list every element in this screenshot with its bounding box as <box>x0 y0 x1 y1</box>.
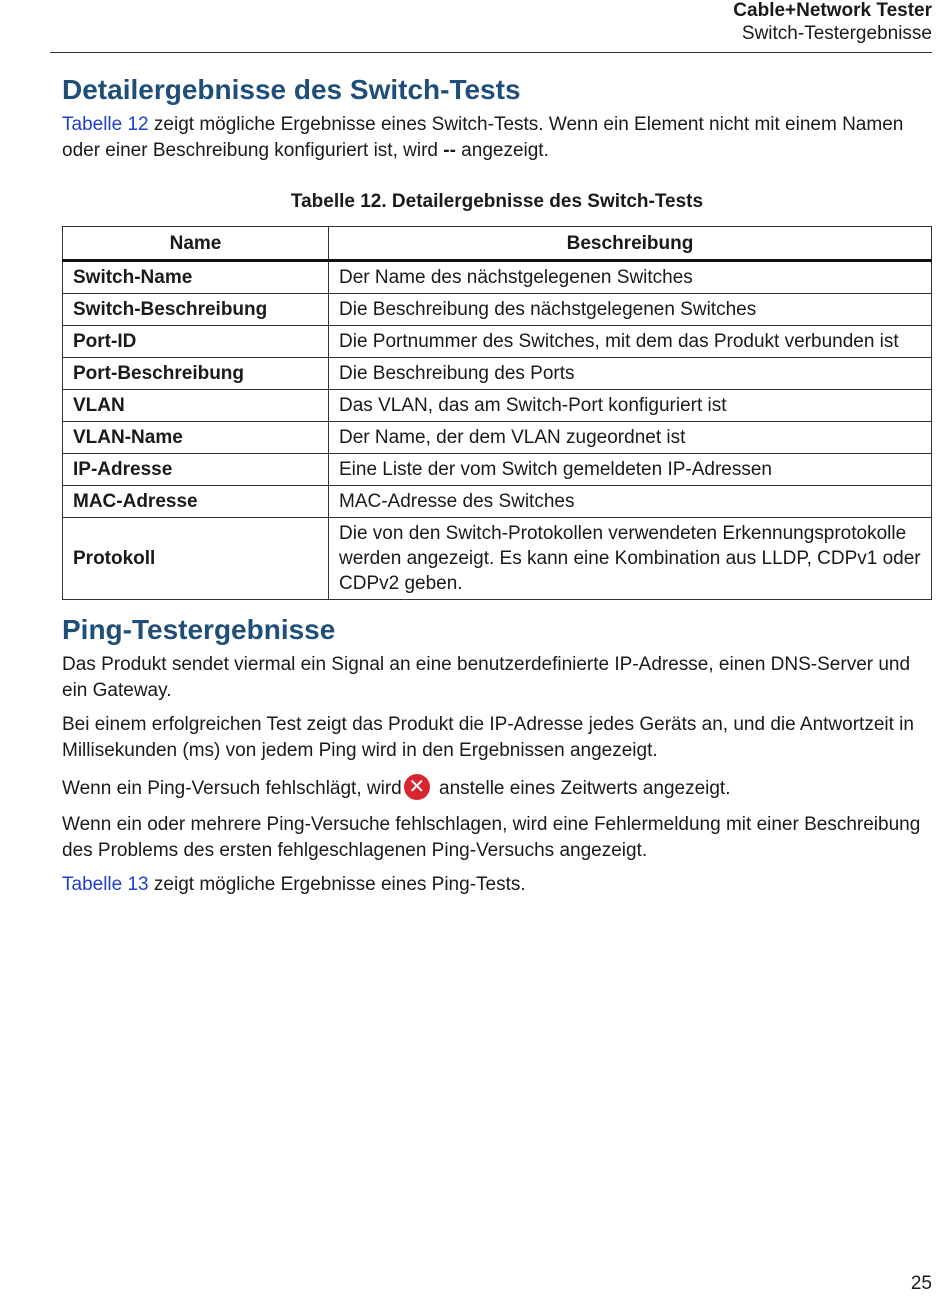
intro-end: angezeigt. <box>455 140 549 161</box>
page-content <box>62 72 932 898</box>
section-title-switch-details: Detailergebnisse des Switch-Tests <box>62 74 521 105</box>
table-row <box>63 454 932 486</box>
table-header-row <box>63 227 932 261</box>
ping-paragraph-1: Das Produkt sendet viermal ein Signal an eine benutzerdefinierte IP-Adresse, einen DNS-Server und ein Gateway. <box>62 654 911 701</box>
intro-dashes: -- <box>443 140 456 161</box>
header-product-name: Cable+Network Tester <box>733 0 932 21</box>
p3-before: Wenn ein Ping-Versuch fehlschlägt, wird <box>62 778 402 800</box>
ping-paragraph-4: Wenn ein oder mehrere Ping-Versuche fehlschlagen, wird eine Fehlermeldung mit einer Beschreibung des Problems des ersten fehlgeschlagenen Ping-Versuchs angezeigt. <box>62 814 921 862</box>
row-description: MAC-Adresse des Switches <box>329 486 932 518</box>
ping-paragraph-2: Bei einem erfolgreichen Test zeigt das Produkt die IP-Adresse jedes Geräts an, und die Antwortzeit in Millisekunden (ms) von jedem Ping wird in den Ergebnissen angezeigt. <box>62 714 914 761</box>
p3-after: anstelle eines Zeitwerts angezeigt. <box>433 778 731 800</box>
table-12-link[interactable]: Tabelle 12 <box>62 114 149 135</box>
row-description: Der Name, der dem VLAN zugeordnet ist <box>329 422 932 454</box>
row-name: VLAN-Name <box>63 422 329 454</box>
p5-text: zeigt mögliche Ergebnisse eines Ping-Tests. <box>148 874 526 896</box>
row-name: MAC-Adresse <box>63 486 329 518</box>
row-description: Das VLAN, das am Switch-Port konfiguriert ist <box>329 390 932 422</box>
table-row <box>63 294 932 326</box>
row-description: Die von den Switch-Protokollen verwendeten Erkennungsprotokolle werden angezeigt. Es kann eine Kombination aus LLDP, CDPv1 oder CDPv2 geben. <box>329 518 932 600</box>
column-header-name: Name <box>63 227 329 261</box>
table-13-link[interactable]: Tabelle 13 <box>62 874 149 896</box>
section-title-ping-results: Ping-Testergebnisse <box>62 614 336 645</box>
row-name: Protokoll <box>63 518 329 600</box>
table-row <box>63 390 932 422</box>
row-name: VLAN <box>63 390 329 422</box>
row-name: Port-ID <box>63 326 329 358</box>
table-caption: Tabelle 12. Detailergebnisse des Switch-Tests <box>290 191 704 212</box>
page-number: 25 <box>910 1273 932 1294</box>
row-name: Switch-Beschreibung <box>63 294 329 326</box>
row-description: Die Beschreibung des Ports <box>329 358 932 390</box>
ping-paragraph-3 <box>62 776 932 802</box>
table-row <box>63 358 932 390</box>
table-row <box>63 486 932 518</box>
row-description: Eine Liste der vom Switch gemeldeten IP-Adressen <box>329 454 932 486</box>
row-name: Port-Beschreibung <box>63 358 329 390</box>
table-row <box>63 326 932 358</box>
row-description: Die Beschreibung des nächstgelegenen Switches <box>329 294 932 326</box>
row-description: Der Name des nächstgelegenen Switches <box>329 261 932 294</box>
row-name: Switch-Name <box>63 261 329 294</box>
switch-intro-paragraph <box>62 112 932 164</box>
header-section-name: Switch-Testergebnisse <box>741 23 932 44</box>
table-row <box>63 518 932 600</box>
switch-results-table <box>62 226 932 600</box>
fail-x-icon: ✕ <box>404 774 430 800</box>
row-description: Die Portnummer des Switches, mit dem das Produkt verbunden ist <box>329 326 932 358</box>
row-name: IP-Adresse <box>63 454 329 486</box>
table-row <box>63 261 932 294</box>
ping-paragraph-5 <box>62 872 932 898</box>
intro-text: zeigt mögliche Ergebnisse eines Switch-Tests. Wenn ein Element nicht mit einem Namen oder einer Beschreibung konfiguriert ist, wird <box>62 114 904 161</box>
table-row <box>63 422 932 454</box>
column-header-description: Beschreibung <box>329 227 932 261</box>
page-header <box>50 0 932 53</box>
